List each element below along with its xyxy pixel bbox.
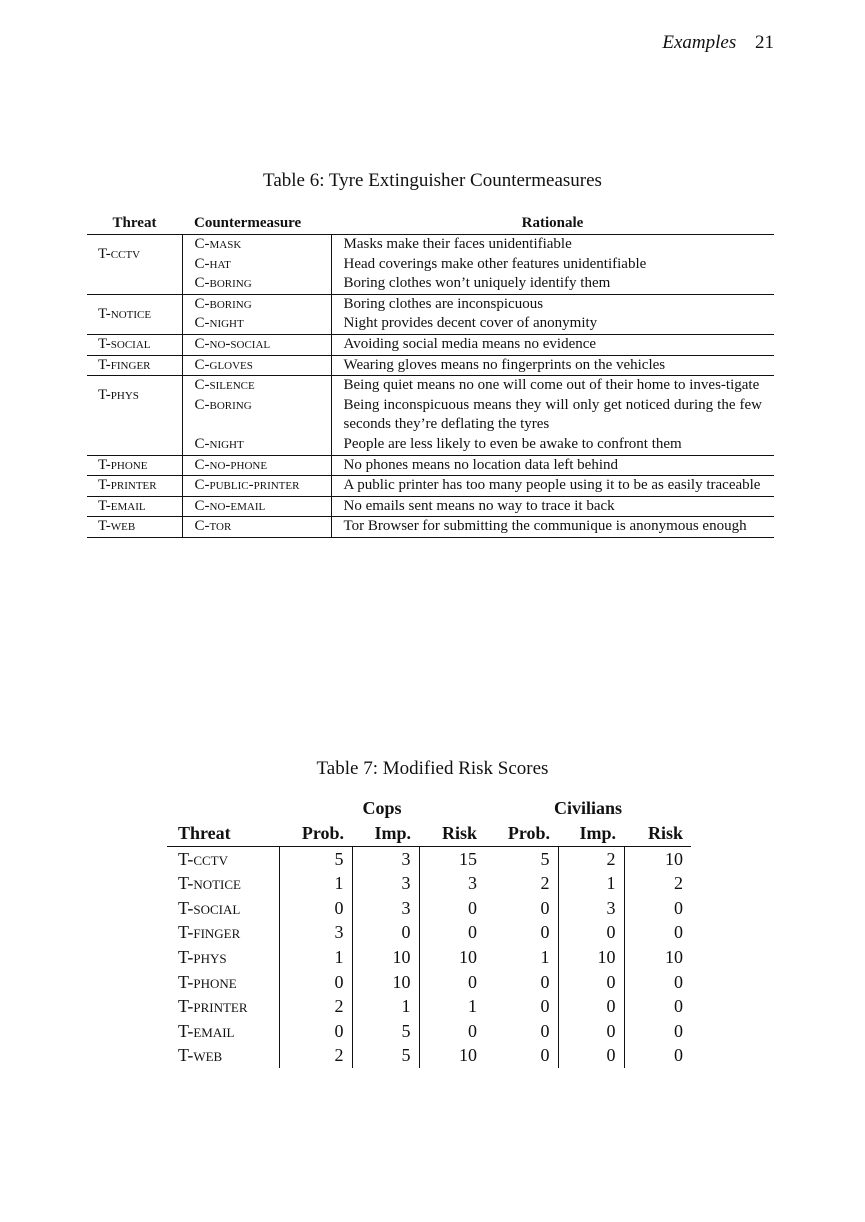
score-cell: 0 [468,1020,477,1041]
risk-scores-table [167,796,691,1068]
rationale-cell: Being quiet means no one will come out of their home to inves-tigate [343,377,760,394]
table7-header-civ-prob: Prob. [507,823,550,843]
table6-row [87,255,774,275]
score-cell: 0 [468,971,477,992]
score-cell: 0 [279,896,352,921]
table7-row [167,896,691,921]
group-header-cops: Cops [362,798,402,819]
table7-row [167,1043,691,1068]
score-cell: 0 [468,922,477,943]
score-cell: 0 [558,1019,624,1044]
score-cell: 0 [279,970,352,995]
score-cell: 0 [674,971,683,992]
rationale-cell: Tor Browser for submitting the communique is anonymous enough [343,518,747,535]
table6-row [87,355,774,376]
rationale-cell: Avoiding social media means no evidence [343,335,597,352]
rationale-cell: No phones means no location data left behind [343,456,619,473]
score-cell: 1 [279,871,352,896]
score-cell: 2 [674,873,683,894]
score-cell: 0 [485,994,558,1019]
table7-row [167,970,691,995]
table6-row [87,396,774,435]
score-cell: 10 [665,946,683,967]
countermeasure-cell: C-night [182,314,331,334]
score-cell: 0 [468,897,477,918]
score-cell: 5 [352,1019,419,1044]
countermeasure-cell: C-no-social [182,334,331,355]
score-cell: 0 [674,922,683,943]
countermeasure-cell: C-public-printer [182,476,331,497]
table6-header-countermeasure: Countermeasure [194,215,302,232]
score-cell: 0 [558,1043,624,1068]
countermeasure-cell: C-boring [182,274,331,294]
table6-row [87,455,774,476]
score-cell: 10 [352,970,419,995]
countermeasure-cell: C-no-email [182,496,331,517]
countermeasure-cell: C-silence [182,376,331,396]
score-cell: 0 [485,920,558,945]
score-cell: 1 [279,945,352,970]
score-cell: 0 [674,1020,683,1041]
table6-row [87,334,774,355]
table7-header-civ-risk: Risk [647,823,683,843]
table6-header-row [87,213,774,235]
score-cell: 10 [459,1045,477,1066]
table7-header-cops-prob: Prob. [301,823,344,843]
score-cell: 10 [558,945,624,970]
threat-cell [87,376,182,455]
table7-header-threat: Threat [178,823,231,843]
table7-caption: Table 7: Modified Risk Scores [316,758,549,779]
score-cell: 3 [352,871,419,896]
threat-cell: T-finger [87,355,182,376]
table7-row [167,945,691,970]
rationale-cell: Boring clothes are inconspicuous [343,295,544,312]
table6-row [87,517,774,538]
score-cell: 5 [485,846,558,871]
threat-label: T-phys [98,386,139,403]
threat-cell: T-email [167,1019,279,1044]
running-head [662,32,774,54]
table7-row [167,994,691,1019]
countermeasure-cell: C-boring [182,396,331,435]
table6-header-rationale: Rationale [521,215,584,232]
threat-cell: T-notice [167,871,279,896]
rationale-cell: Wearing gloves means no fingerprints on the vehicles [343,356,666,373]
threat-cell: T-notice [87,294,182,334]
table6-row [87,496,774,517]
countermeasures-table [87,213,774,538]
table6-row [87,435,774,455]
score-cell: 0 [674,897,683,918]
threat-cell: T-finger [167,920,279,945]
rationale-cell: A public printer has too many people using it to be as easily traceable [343,477,761,494]
table6-row [87,376,774,396]
score-cell: 3 [279,920,352,945]
table6-header-threat: Threat [112,215,157,232]
group-header-civilians: Civilians [553,798,623,819]
score-cell: 5 [352,1043,419,1068]
threat-cell [87,235,182,295]
table6-caption: Table 6: Tyre Extinguisher Countermeasures [263,170,602,191]
score-cell: 2 [279,1043,352,1068]
rationale-cell: Night provides decent cover of anonymity [343,315,598,332]
table7-row [167,846,691,871]
table6-row [87,476,774,497]
table7-group-spacer [167,796,279,821]
countermeasure-cell: C-mask [182,235,331,255]
score-cell: 1 [485,945,558,970]
threat-cell: T-email [87,496,182,517]
table7-header-cops-risk: Risk [441,823,477,843]
table7-header-cops-imp: Imp. [374,823,411,843]
score-cell: 0 [485,896,558,921]
threat-label: T-cctv [98,245,141,262]
score-cell: 2 [279,994,352,1019]
score-cell: 1 [352,994,419,1019]
countermeasure-cell: C-night [182,435,331,455]
table7-header-civ-imp: Imp. [579,823,616,843]
score-cell: 1 [468,996,477,1017]
score-cell: 10 [459,946,477,967]
threat-cell: T-phys [167,945,279,970]
page-number: 21 [755,32,774,53]
threat-cell: T-phone [87,455,182,476]
table7-row [167,1019,691,1044]
score-cell: 0 [674,1045,683,1066]
score-cell: 0 [674,996,683,1017]
countermeasure-cell: C-gloves [182,355,331,376]
rationale-cell: Masks make their faces unidentifiable [343,236,572,252]
table7-group-row [167,796,691,821]
score-cell: 1 [558,871,624,896]
threat-cell: T-printer [87,476,182,497]
threat-cell: T-social [167,896,279,921]
rationale-cell: Head coverings make other features unidentifiable [343,255,647,272]
running-head-section: Examples [662,32,737,53]
table6-row [87,294,774,314]
threat-cell: T-web [167,1043,279,1068]
rationale-cell: People are less likely to even be awake to confront them [343,435,682,452]
rationale-cell: No emails sent means no way to trace it back [343,497,615,514]
rationale-cell: Being inconspicuous means they will only get noticed during the few seconds they’re deflating the tyres [343,396,762,433]
table7-header-row [167,821,691,846]
table6-row [87,314,774,334]
table6-row [87,235,774,255]
countermeasure-cell: C-tor [182,517,331,538]
score-cell: 0 [558,970,624,995]
score-cell: 0 [485,1043,558,1068]
rationale-cell: Boring clothes won’t uniquely identify them [343,275,611,292]
score-cell: 3 [558,896,624,921]
score-cell: 0 [279,1019,352,1044]
score-cell: 10 [352,945,419,970]
score-cell: 0 [558,994,624,1019]
table7-row [167,920,691,945]
countermeasure-cell: C-hat [182,255,331,275]
score-cell: 0 [485,1019,558,1044]
table7-body [167,846,691,1068]
threat-cell: T-phone [167,970,279,995]
score-cell: 2 [558,846,624,871]
countermeasure-cell: C-no-phone [182,455,331,476]
score-cell: 10 [665,848,683,869]
score-cell: 0 [485,970,558,995]
score-cell: 5 [279,846,352,871]
score-cell: 2 [485,871,558,896]
threat-cell: T-web [87,517,182,538]
score-cell: 3 [468,873,477,894]
countermeasure-cell: C-boring [182,294,331,314]
table7-row [167,871,691,896]
threat-cell: T-social [87,334,182,355]
threat-cell: T-printer [167,994,279,1019]
score-cell: 0 [558,920,624,945]
score-cell: 0 [352,920,419,945]
table6-row [87,274,774,294]
threat-cell: T-cctv [167,846,279,871]
score-cell: 15 [459,848,477,869]
score-cell: 3 [352,846,419,871]
score-cell: 3 [352,896,419,921]
